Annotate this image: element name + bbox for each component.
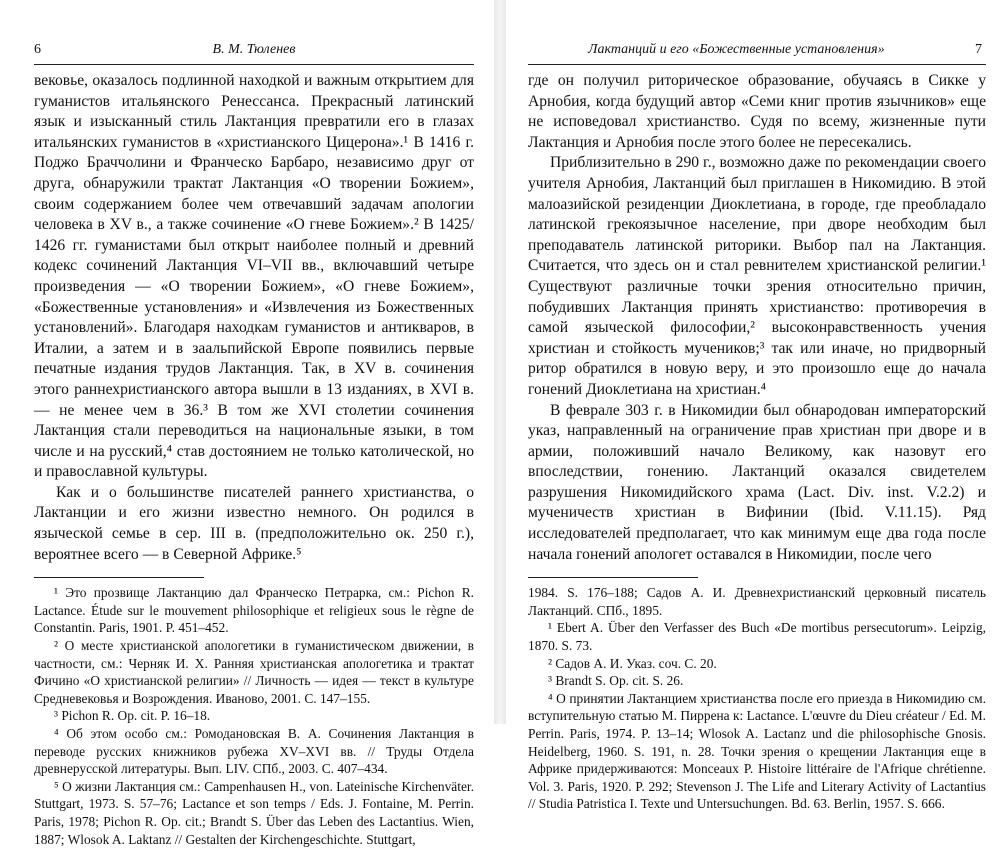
left-footnote-5: ⁵ О жизни Лактанция см.: Campenhausen H., von. Lateinische Kirchenväter. Stuttgart, 1973. S. 57–76; Lactance et son temps / Eds. J. Fontaine, M. Perrin. Paris, 1978; Pichon R. Op. cit.; Brandt S. Über das Leben des Lactantius. Wien, 1887; Wlosok A. Laktanz // Gestalten der Kirchengeschichte. Stuttgart, — [34, 778, 474, 847]
left-footnote-divider — [34, 577, 204, 578]
right-footnote-continuation: 1984. S. 176–188; Садов А. И. Древнехристианский церковный писатель Лактанций. СПб., 1895. — [528, 585, 986, 618]
right-paragraph-3: В феврале 303 г. в Никомидии был обнародован императорский указ, направленный на ограничение прав христиан при дворе и в армии, положивший начало Великому, как назовут его впоследствии, гонению. Лактанций оказался свидетелем разрушения Никомидийского храма (Lact. Div. inst. V.2.2) и мученичеств христиан в Вифинии (Ibid. V.11.15). Ряд исследователей предполагает, что как минимум еще два года после начала гонений апологет оставался в Никомидии, после чего — [528, 401, 986, 563]
right-page — [506, 0, 1000, 812]
right-footnote-3: ³ Brandt S. Op. cit. S. 26. — [548, 673, 684, 689]
right-paragraph-1: где он получил риторическое образование, обучаясь в Сикке у Арнобия, когда будущий автор «Семи книг против язычников» еще не исповедовал христианство. Судя по всему, жизненные пути Лактанция и Арнобия после этого более не пересекались. — [528, 72, 986, 151]
right-main-text — [528, 71, 986, 565]
left-page-header — [34, 38, 474, 65]
left-page — [0, 0, 494, 847]
left-page-number: 6 — [34, 42, 41, 57]
left-paragraph-1: вековье, оказалось подлинной находкой и важным открытием для гуманистов итальянского Ренессанса. Прекрасный латинский язык и изысканный стиль Лактанция превратили его в глазах итальянских гуманистов в «христианского Цицерона».¹ В 1416 г. Поджо Браччолини и Франческо Барбаро, независимо друг от друга, обнаружили трактат Лактанция «О творении Божием», своим содержанием более чем отвечавший задачам апологии человека в XV в., а также сочинение «О гневе Божием».² В 1425/ 1426 гг. гуманистами был открыт наиболее полный и древний кодекс сочинений Лактанция VI–VII вв., включавший четыре произведения — «О творении Божием», «О гневе Божием», «Божественные установления» и «Извлечения из Божественных установлений». Благодаря находкам гуманистов и антикваров, в Италии, а затем и в заальпийской Европе появились первые печатные издания трудов Лактанция. Так, в XV в. сочинения этого раннехристианского автора вышли в 13 изданиях, в XVI в. — не менее чем в 36.³ В том же XVI столетии сочинения Лактанция стали переводиться на национальные языки, в том числе и на русский,⁴ став достоянием не только католической, но и православной культуры. — [34, 72, 474, 481]
right-page-header — [528, 38, 986, 65]
left-running-head: В. М. Тюленев — [212, 42, 296, 57]
right-footnote-2: ² Садов А. И. Указ. соч. С. 20. — [548, 655, 717, 671]
right-paragraph-2: Приблизительно в 290 г., возможно даже по рекомендации своего учителя Арнобия, Лактанций был приглашен в Никомидию. В этой малоазийской резиденции Диоклетиана, в городе, где преобладало латинской грекоязычное население, при дворе необходим был преподаватель латинской риторики. Выбор пал на Лактанция. Считается, что здесь он и стал ревнителем христианской религии.¹ Существуют различные точки зрения относительно причин, побудивших Лактанция принять христианство: противоречия в самой языческой философии,² высоконравственность учения христиан и стойкость мучеников;³ так или иначе, но придворный ритор обратился в новую веру, и это произошло еще до начала гонений Диоклетиана на христиан.⁴ — [528, 154, 986, 398]
right-page-number: 7 — [975, 42, 982, 57]
right-footnote-4: ⁴ О принятии Лактанцием христианства после его приезда в Никомидию см. вступительную статью М. Пиррена к: Lactance. L'œuvre du Dieu créateur / Ed. M. Perrin. Paris, 1974. P. 13–14; Wlosok A. Lactanz und die philosophische Gnosis. Heidelberg, 1960. S. 191, n. 28. Точки зрения о крещении Лактанция еще в Африке придерживаются: Monceaux P. Histoire littéraire de l'Afrique chrétienne. Vol. 3. Paris, 1920. P. 292; Stevenson J. The Life and Literary Activity of Lactantius // Studia Patristica I. Texte und Untersuchungen. Bd. 63. Berlin, 1957. S. 666. — [528, 690, 986, 812]
right-footnotes — [528, 584, 986, 813]
left-main-text — [34, 71, 474, 565]
right-footnote-divider — [528, 577, 698, 578]
right-footnote-1: ¹ Ebert A. Über den Verfasser des Buch «De mortibus persecutorum». Leipzig, 1870. S. 73. — [528, 620, 986, 654]
left-footnote-3: ³ Pichon R. Op. cit. P. 16–18. — [54, 708, 211, 724]
left-footnotes — [34, 584, 474, 848]
left-paragraph-2: Как и о большинстве писателей раннего христианства, о Лактанции и его жизни известно немного. Он родился в языческой семье в сер. III в. (предположительно ок. 250 г.), вероятнее всего — в Северной Африке.⁵ — [34, 483, 474, 563]
book-gutter — [494, 0, 506, 724]
left-footnote-4: ⁴ Об этом особо см.: Ромодановская В. А. Сочинения Лактанция в переводе русских книжников рубежа XV–XVI вв. // Труды Отдела древнерусской литературы. Вып. LIV. СПб., 2003. С. 407–434. — [34, 726, 474, 777]
left-footnote-1: ¹ Это прозвище Лактанцию дал Франческо Петрарка, см.: Pichon R. Lactance. Étude sur le mouvement philosophique et religieux sous le règne de Constantin. Paris, 1901. P. 451–452. — [34, 585, 474, 636]
left-footnote-2: ² О месте христианской апологетики в гуманистическом движении, в частности, см.: Черняк И. Х. Ранняя христианская апологетика и трактат Фичино «О христианской религии» // Личность — идея — текст в культуре Средневековья и Возрождения. Иваново, 2001. С. 147–155. — [34, 638, 474, 706]
right-running-head: Лактанций и его «Божественные установления» — [588, 42, 885, 57]
